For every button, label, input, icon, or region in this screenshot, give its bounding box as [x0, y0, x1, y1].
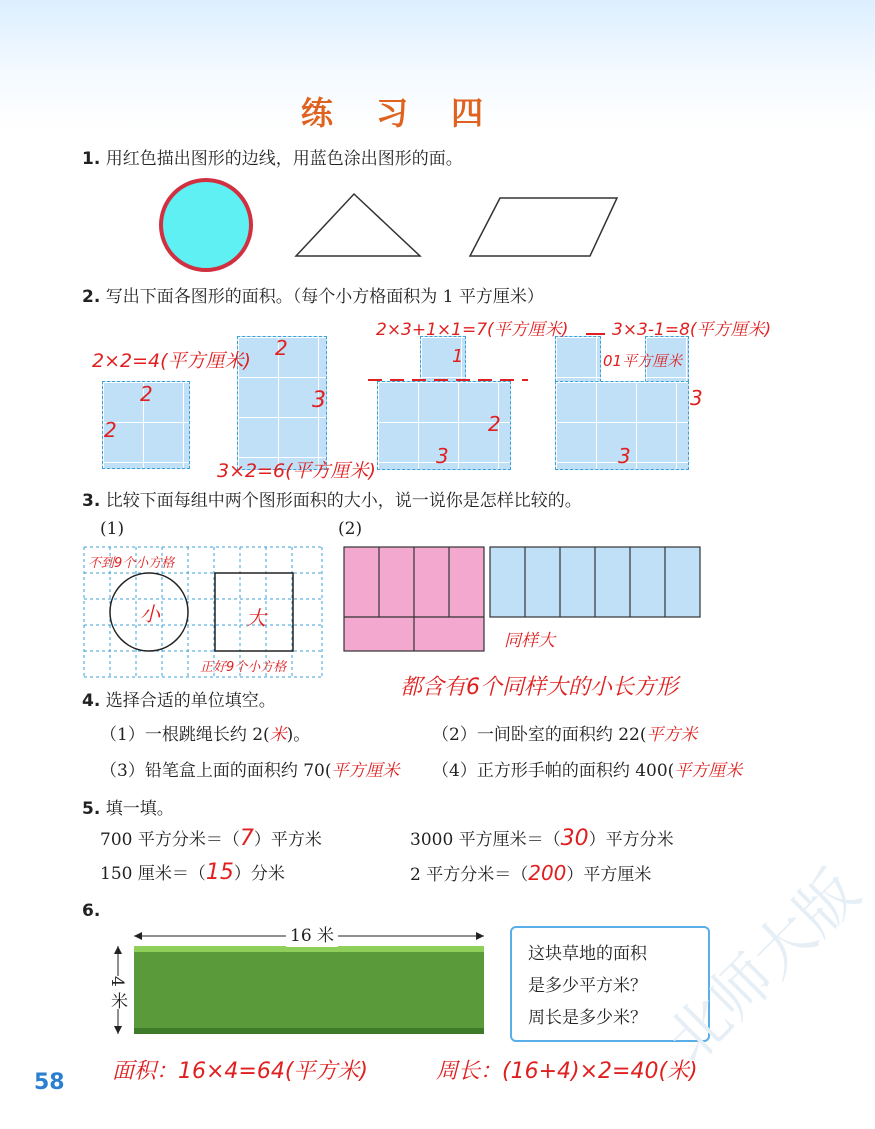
q2-b-height: 3 [312, 388, 326, 413]
q5-text: 填一填。 [105, 799, 174, 819]
q1-text: 用红色描出图形的边线，用蓝色涂出图形的面。 [105, 149, 463, 169]
q3-note-top: 不到9个小方格 [88, 556, 175, 571]
q4-item-2-answer: 平方米 [646, 725, 698, 745]
q4-item-1-label: （1）一根跳绳长约 2( [100, 725, 270, 745]
q5-item-1-left: 700 平方分米＝（ [100, 830, 240, 850]
q3-number: 3. [82, 491, 101, 511]
q5-item-3-right: ）分米 [233, 864, 285, 884]
page-title: 练 习 四 [300, 94, 500, 132]
q3-circle-label: 小 [140, 602, 160, 626]
q2-answer-b: 3×2=6(平方厘米) [217, 460, 376, 482]
q2-d-width: 3 [618, 444, 631, 468]
q5-item-1-right: ）平方米 [253, 830, 322, 850]
q6-perimeter-answer: 周长：(16+4)×2=40(米) [436, 1059, 698, 1084]
q6-question-line-2: 是多少平方米？ [528, 976, 647, 996]
q2-c-width: 2 [488, 412, 501, 436]
q2-answer-c: 2×3+1×1=7(平方厘米) [376, 320, 569, 340]
q4-item-1-end: )。 [286, 725, 311, 745]
q2-a-height: 2 [104, 418, 117, 442]
q5-item-4-right: ）平方厘米 [566, 865, 652, 885]
q5-number: 5. [82, 799, 101, 819]
q4-item-3-label: （3）铅笔盒上面的面积约 70( [100, 761, 332, 781]
q5-item-4-answer: 200 [528, 861, 567, 885]
q3-note-bottom: 正好9个小方格 [200, 660, 287, 675]
q2-text: 写出下面各图形的面积。（每个小方格面积为 1 平方厘米） [105, 287, 544, 307]
q6-width-label: 16 米 [286, 925, 338, 947]
q4-item-4-label: （4）正方形手帕的面积约 400( [432, 761, 675, 781]
q5-item-1-answer: 7 [239, 826, 254, 851]
q6-question-line-3: 周长是多少米？ [528, 1008, 647, 1028]
q1-number: 1. [82, 149, 101, 169]
q4-item-2-label: （2）一间卧室的面积约 22( [432, 725, 647, 745]
q2-c-top: 1 [452, 346, 464, 367]
q4-text: 选择合适的单位填空。 [105, 691, 276, 711]
q5-item-4-left: 2 平方分米＝（ [410, 865, 529, 885]
q6-question-line-1: 这块草地的面积 [528, 944, 647, 964]
q3-sub2: (2) [338, 519, 363, 539]
q2-d-height: 3 [690, 386, 703, 410]
q3-text: 比较下面每组中两个图形面积的大小，说一说你是怎样比较的。 [105, 491, 582, 511]
q6-height-label: 4 米 [107, 976, 127, 1010]
q3-sub1: (1) [100, 519, 125, 539]
q3-explain: 都含有6个同样大的小长方形 [400, 675, 678, 700]
q2-a-width: 2 [140, 382, 153, 406]
q5-item-2-right: ）平方分米 [588, 830, 674, 850]
q5-item-3-left: 150 厘米＝（ [100, 864, 206, 884]
q5-item-2-left: 3000 平方厘米＝（ [410, 830, 561, 850]
q3-square-label: 大 [246, 606, 266, 630]
page-number: 58 [34, 1070, 65, 1095]
q5-item-3-answer: 15 [205, 860, 234, 885]
q4-number: 4. [82, 691, 101, 711]
q4-item-3-answer: 平方厘米 [331, 761, 400, 781]
q3-same: 同样大 [504, 631, 555, 651]
q2-number: 2. [82, 287, 101, 307]
q6-grass-field [134, 946, 484, 1034]
q6-area-answer: 面积：16×4=64(平方米) [112, 1059, 369, 1084]
q6-number: 6. [82, 901, 101, 921]
q4-item-4-answer: 平方厘米 [674, 761, 743, 781]
q2-answer-a: 2×2=4(平方厘米) [92, 350, 251, 372]
q2-b-width: 2 [275, 336, 288, 360]
q5-item-2-answer: 30 [560, 826, 589, 851]
watermark: 北师大版 [653, 856, 874, 1077]
q2-c-height: 3 [436, 444, 449, 468]
q4-item-1-answer: 米 [269, 725, 287, 745]
q2-answer-d: 3×3-1=8(平方厘米) [612, 320, 772, 340]
q2-d-cut: 01平方厘米 [603, 352, 683, 370]
